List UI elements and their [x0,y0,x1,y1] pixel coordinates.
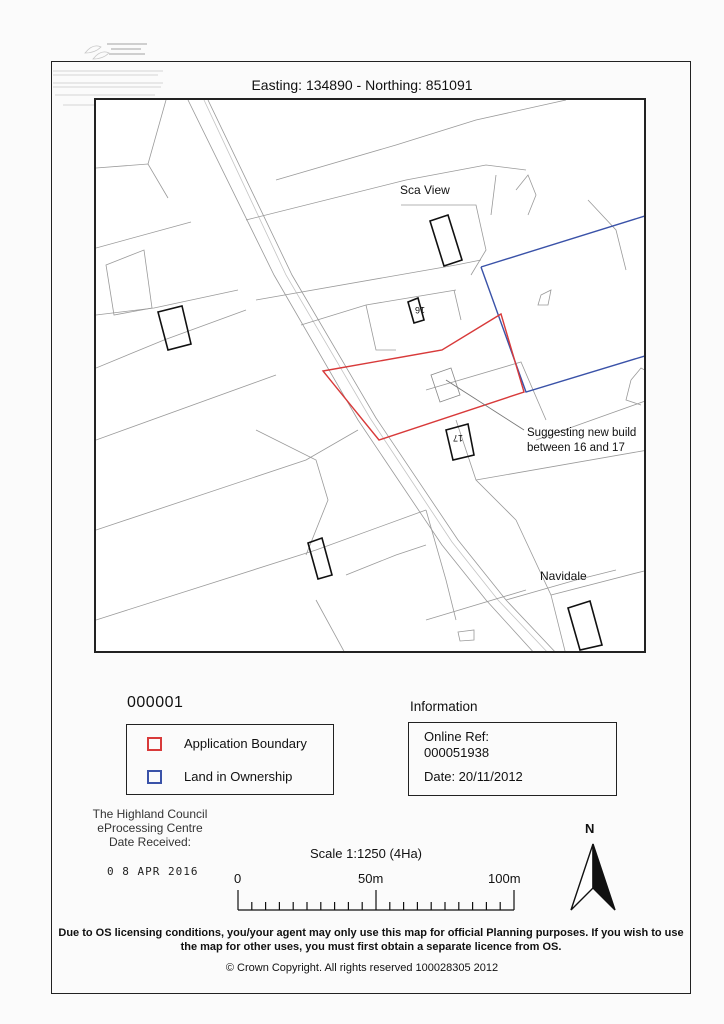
label-house-17: 17 [453,433,464,443]
stamp-line: The Highland Council [92,807,208,821]
stamp-line: eProcessing Centre [97,821,203,835]
received-stamp [60,807,240,849]
legend-label: Application Boundary [184,736,307,751]
legend-box [126,724,334,795]
information-date: Date: 20/11/2012 [424,769,523,784]
stamp-line: Date Received: [108,835,192,849]
label-house-16: 16 [415,305,426,315]
licence-text: Due to OS licensing conditions, you/your agent may only use this map for official Planning purposes. If you wish to use the map for other uses, you must first obtain a separate licence from OS. [58,927,684,953]
scale-bar [236,890,518,914]
scale-title: Scale 1:1250 (4Ha) [310,846,423,861]
map-coordinates: Easting: 134890 - Northing: 851091 [251,77,473,93]
map-area[interactable] [94,98,646,653]
information-box [408,722,617,796]
new-build-annotation: Suggesting new build between 16 and 17 [527,427,637,454]
scale-label-0: 0 [234,871,242,886]
blue-square-icon [147,770,162,784]
copyright-text: © Crown Copyright. All rights reserved 100028305 2012 [225,962,499,974]
red-square-icon [147,737,162,751]
document-code: 000001 [127,694,184,711]
online-ref-label: Online Ref: [424,729,490,744]
label-sca-view: Sca View [400,183,450,197]
north-arrow-icon [568,842,618,914]
legend-land-in-ownership [147,769,292,784]
scale-label-50: 50m [358,871,384,886]
legend-label: Land in Ownership [184,769,293,784]
label-navidale: Navidale [540,569,587,583]
north-label: N [585,821,595,836]
scale-label-100: 100m [488,871,521,886]
information-title: Information [410,699,478,714]
online-ref-value: 000051938 [424,745,490,760]
legend-application-boundary [147,736,307,751]
stamp-date: 0 8 APR 2016 [107,865,199,878]
